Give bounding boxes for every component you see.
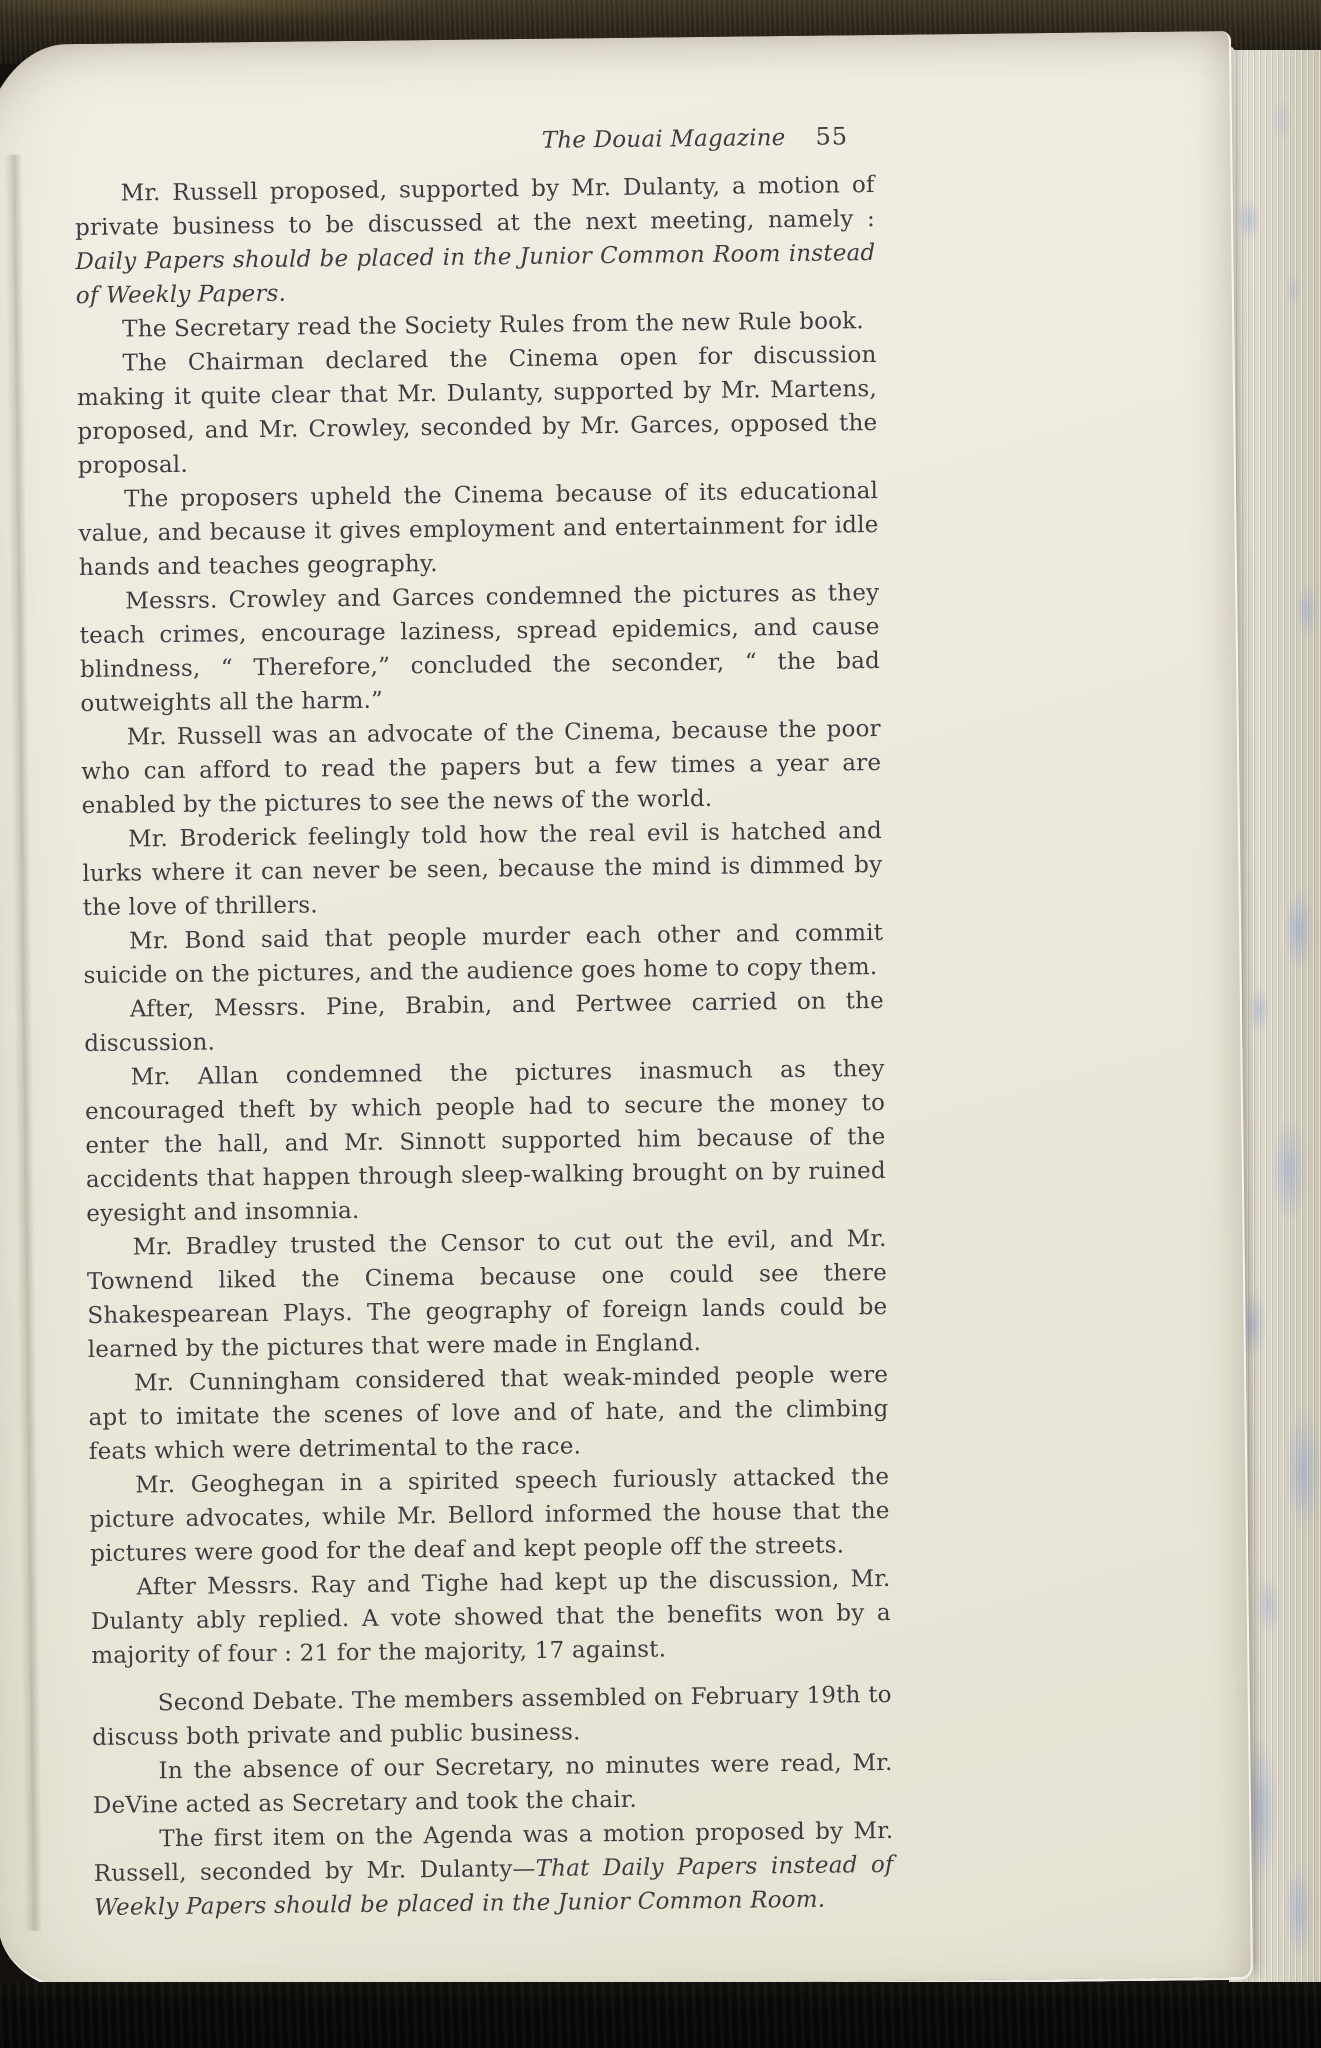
paragraph: After Messrs. Ray and Tighe had kept up the discussion, Mr. Dulanty ably replied. A vote showed that the benefits won by a majority of four : 21 for the majority, 17 against. xyxy=(90,1565,891,1669)
paragraph: Mr. Russell was an advocate of the Cinema, because the poor who can afford to read the papers but a few times a year are enabled by the pictures to see the news of the world. xyxy=(81,715,882,820)
paragraph: Second Debate. The members assembled on February 19th to discuss both private and public business. xyxy=(92,1681,892,1751)
page-header xyxy=(74,119,874,163)
paragraph: Mr. Broderick feelingly told how the real evil is hatched and lurks where it can never be seen, because the mind is dimmed by the love of thrillers. xyxy=(82,817,883,922)
paragraph: Mr. Geoghegan in a spirited speech furiously attacked the picture advocates, while Mr. Bellord informed the house that the pictures were good for the deaf and kept people off the streets. xyxy=(89,1463,890,1567)
paragraph: The proposers upheld the Cinema because of its educational value, and because it gives employment and entertainment for idle hands and teaches geography. xyxy=(78,477,879,582)
text-block xyxy=(74,119,894,1925)
page-paragraphs xyxy=(74,168,894,1925)
paragraph: The first item on the Agenda was a motion proposed by Mr. Russell, seconded by Mr. Dulanty—That Daily Papers instead of Weekly Papers should be placed in the Junior Common Room. xyxy=(93,1817,894,1921)
book-cover-bottom xyxy=(0,1982,1321,2048)
paragraph: The Secretary read the Society Rules from the new Rule book. xyxy=(122,308,865,343)
paragraph: Mr. Bond said that people murder each other and commit suicide on the pictures, and the audience goes home to copy them. xyxy=(83,919,884,990)
page-gutter-crease xyxy=(4,155,42,1931)
paragraph: Mr. Allan condemned the pictures inasmuch as they encouraged theft by which people had to secure the money to enter the hall, and Mr. Sinnott supported him because of the accidents that happen through sleep-walking brought on by ruined eyesight and insomnia. xyxy=(84,1055,886,1228)
running-title: The Douai Magazine xyxy=(541,125,786,154)
paragraph: Mr. Bradley trusted the Censor to cut out the evil, and Mr. Townend liked the Cinema because one could see there Shakespearean Plays. The geography of foreign lands could be learned by the pictures that were made in England. xyxy=(86,1225,888,1364)
book-page xyxy=(0,31,1253,1994)
paragraph: Mr. Russell proposed, supported by Mr. Dulanty, a motion of private business to be discussed at the next meeting, namely : Daily Papers should be placed in the Junior Common Room instead of Weekly Papers. xyxy=(74,172,876,310)
paragraph: Messrs. Crowley and Garces condemned the pictures as they teach crimes, encourage laziness, spread epidemics, and cause blindness, “ Therefore,” concluded the seconder, “ the bad outweights all the harm.” xyxy=(79,579,881,718)
paragraph: The Chairman declared the Cinema open for discussion making it quite clear that Mr. Dulanty, supported by Mr. Martens, proposed, and Mr. Crowley, seconded by Mr. Garces, opposed the proposal. xyxy=(76,341,878,480)
paragraph: After, Messrs. Pine, Brabin, and Pertwee carried on the discussion. xyxy=(84,987,885,1058)
paragraph: Mr. Cunningham considered that weak-minded people were apt to imitate the scenes of love and of hate, and the climbing feats which were detrimental to the race. xyxy=(88,1361,889,1465)
page-number: 55 xyxy=(815,122,849,151)
paragraph: In the absence of our Secretary, no minutes were read, Mr. DeVine acted as Secretary and took the chair. xyxy=(92,1749,893,1819)
